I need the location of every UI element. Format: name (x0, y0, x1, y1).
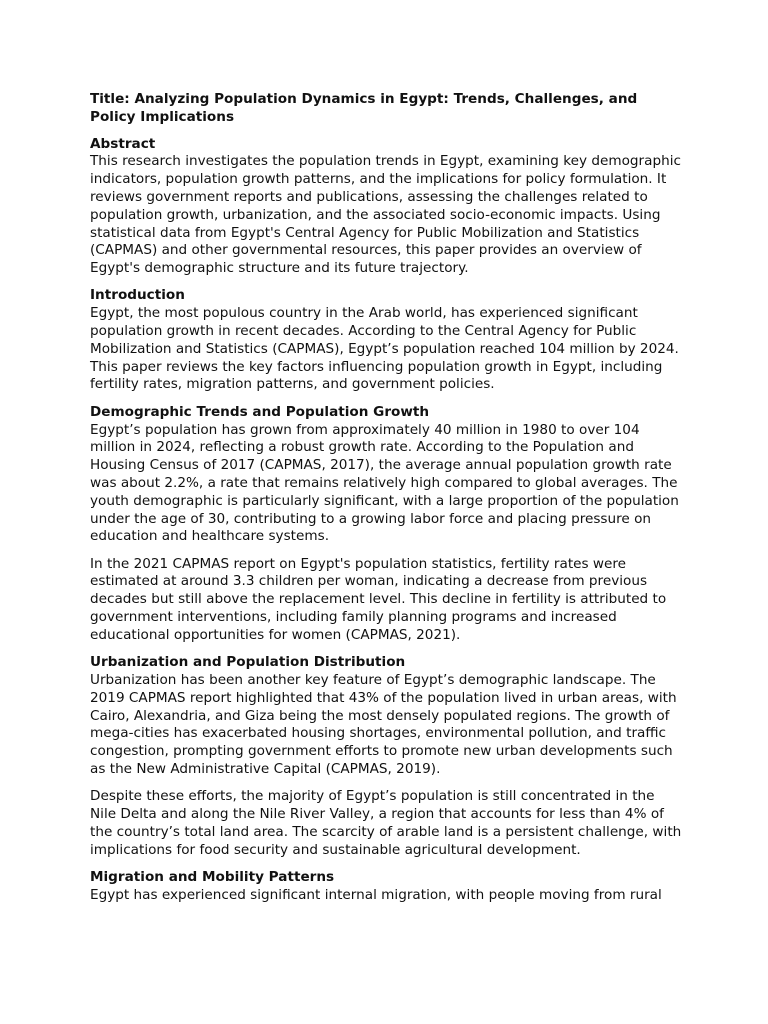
section-demographic-trends (90, 404, 682, 645)
section-heading: Demographic Trends and Population Growth (90, 403, 430, 420)
paragraph: In the 2021 CAPMAS report on Egypt's population statistics, fertility rates were estimated at around 3.3 children per woman, indicating a decrease from previous decades but still above the replacement level. This decline in fertility is attributed to government interventions, including family planning programs and increased educational opportunities for women (CAPMAS, 2021). (90, 555, 667, 643)
section-heading: Abstract (90, 135, 156, 152)
section-heading: Introduction (90, 287, 185, 304)
paragraph: Despite these efforts, the majority of Egypt’s population is still concentrated in the Nile Delta and along the Nile River Valley, a region that accounts for less than 4% of the country’s total land area. The scarcity of arable land is a persistent challenge, with implications for food security and sustainable agricultural development. (90, 788, 682, 858)
paragraph: This research investigates the population trends in Egypt, examining key demographic indicators, population growth patterns, and the implications for policy formulation. It reviews government reports and publications, assessing the challenges related to population growth, urbanization, and the associated socio-economic impacts. Using statistical data from Egypt's Central Agency for Public Mobilization and Statistics (CAPMAS) and other governmental resources, this paper provides an overview of Egypt's demographic structure and its future trajectory. (90, 153, 681, 277)
paragraph: Egypt’s population has grown from approximately 40 million in 1980 to over 104 million in 2024, reflecting a robust growth rate. According to the Population and Housing Census of 2017 (CAPMAS, 2017), the average annual population growth rate was about 2.2%, a rate that remains relatively high compared to global averages. The youth demographic is particularly significant, with a large proportion of the population under the age of 30, contributing to a growing labor force and placing pressure on education and healthcare systems. (90, 421, 679, 545)
section-migration (90, 869, 682, 905)
section-urbanization (90, 654, 682, 859)
section-heading: Urbanization and Population Distribution (90, 654, 406, 671)
document-page (90, 91, 682, 904)
paragraph: Egypt has experienced significant internal migration, with people moving from rural (90, 886, 662, 903)
document-title: Title: Analyzing Population Dynamics in Egypt: Trends, Challenges, and Policy Implications (90, 91, 638, 125)
section-heading: Migration and Mobility Patterns (90, 868, 335, 885)
paragraph: Egypt, the most populous country in the Arab world, has experienced significant population growth in recent decades. According to the Central Agency for Public Mobilization and Statistics (CAPMAS), Egypt’s population reached 104 million by 2024. This paper reviews the key factors influencing population growth in Egypt, including fertility rates, migration patterns, and government policies. (90, 305, 679, 393)
section-introduction (90, 287, 682, 394)
paragraph: Urbanization has been another key feature of Egypt’s demographic landscape. The 2019 CAPMAS report highlighted that 43% of the population lived in urban areas, with Cairo, Alexandria, and Giza being the most densely populated regions. The growth of mega-cities has exacerbated housing shortages, environmental pollution, and traffic congestion, prompting government efforts to promote new urban developments such as the New Administrative Capital (CAPMAS, 2019). (90, 671, 677, 777)
section-abstract (90, 136, 682, 278)
